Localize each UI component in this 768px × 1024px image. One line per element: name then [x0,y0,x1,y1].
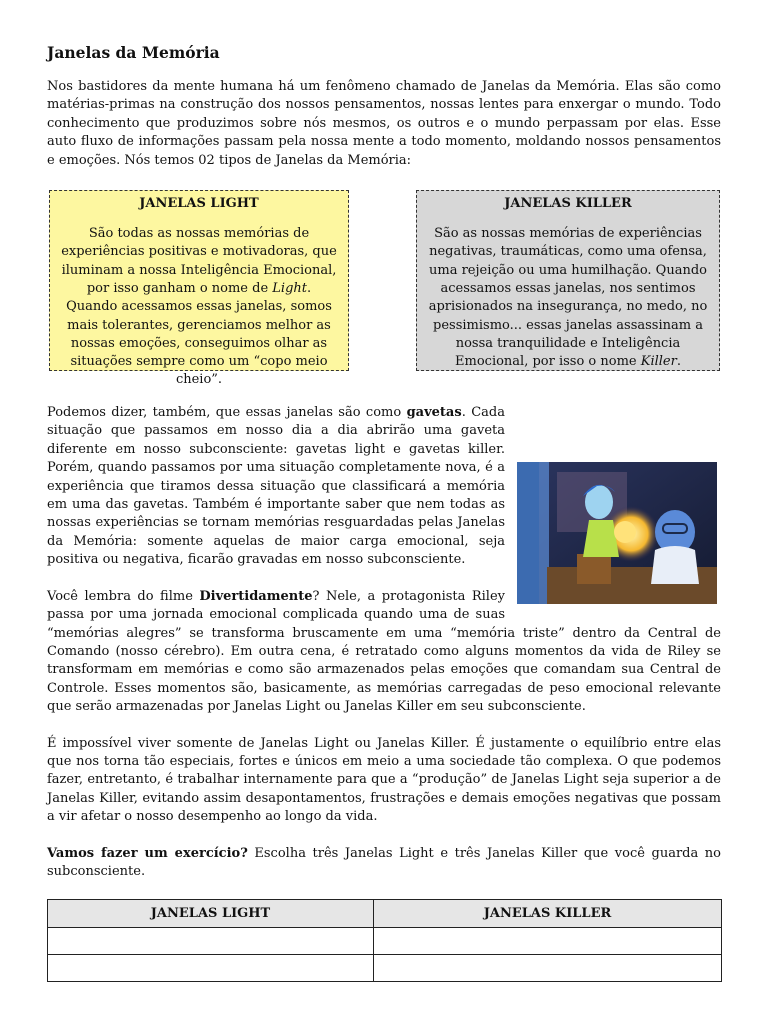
table-row [48,955,722,982]
killer-cell[interactable] [374,928,722,955]
killer-windows-box [416,190,720,371]
exercise-table [47,899,722,982]
table-header-row [48,900,722,928]
light-box-title: JANELAS LIGHT [139,196,259,212]
light-cell[interactable] [48,955,374,982]
drawers-paragraph: Podemos dizer, também, que essas janelas são como gavetas. Cada situação que passamos em nosso dia a dia abrirão uma gaveta diferente em nosso subconsciente: gavetas light e gavetas killer. Porém, quando passamos por uma situação completamente nova, é a experiência que tiramos dessa situação que classificará a memória em uma das gavetas. Também é importante saber que nem todas as nossas experiências se tornam memórias resguardadas pelas Janelas da Memória: somente aquelas de maior carga emocional, seja positiva ou negativa, ficarão gravadas em nosso subconsciente. [47,404,721,570]
light-cell[interactable] [48,928,374,955]
header-killer: JANELAS KILLER [374,900,722,928]
movie-paragraph: Você lembra do filme Divertidamente? Nele, a protagonista Riley passa por uma jornada emocional complicada quando uma de suas “memórias alegres” se transforma bruscamente em uma “memória triste” dentro da Central de Comando (nosso cérebro). Em outra cena, é retratado como alguns momentos da vida de Riley se transformam em memórias e como são armazenados pelas emoções que comandam sua Central de Controle. Esses momentos são, basicamente, as memórias carregadas de peso emocional relevante que serão armazenadas por Janelas Light ou Janelas Killer em seu subconsciente. [47,588,721,715]
document-page [47,42,721,982]
light-windows-box [49,190,349,388]
page-title: Janelas da Memória [47,43,220,62]
table-row [48,928,722,955]
killer-box-title: JANELAS KILLER [504,196,632,212]
exercise-paragraph: Vamos fazer um exercício? Escolha três Janelas Light e três Janelas Killer que você guarda no subconsciente. [47,845,721,879]
balance-paragraph: É impossível viver somente de Janelas Light ou Janelas Killer. É justamente o equilíbrio entre elas que nos torna tão especiais, fortes e únicos em meio a uma sociedade tão complexa. O que podemos fazer, entretanto, é trabalhar internamente para que a “produção” de Janelas Light seja superior a de Janelas Killer, evitando assim desapontamentos, frustrações e demais emoções negativas que possam a vir afetar o nosso desempenho ao longo da vida. [47,735,721,825]
killer-box-text: São as nossas memórias de experiências negativas, traumáticas, como uma ofensa, uma rejeição ou uma humilhação. Quando acessamos essas janelas, nos sentimos aprisionados na insegurança, no medo, no pessimismo... essas janelas assassinam a nossa tranquilidade e Inteligência Emocional, por isso o nome Killer. [428,226,708,370]
header-light: JANELAS LIGHT [48,900,374,928]
intro-paragraph: Nos bastidores da mente humana há um fenômeno chamado de Janelas da Memória. Elas são como matérias-primas na construção dos nossos pensamentos, nossas lentes para enxergar o mundo. Todo conhecimento que produzimos sobre nós mesmos, os outros e o mundo perpassam por elas. Esse auto fluxo de informações passam pela nossa mente a todo momento, moldando nossos pensamentos e emoções. Nós temos 02 tipos de Janelas da Memória: [47,79,721,168]
killer-cell[interactable] [374,955,722,982]
light-box-text: São todas as nossas memórias de experiências positivas e motivadoras, que iluminam a nossa Inteligência Emocional, por isso ganham o nome de Light. Quando acessamos essas janelas, somos mais tolerantes, gerenciamos melhor as nossas emoções, conseguimos olhar as situações sempre como um “copo meio cheio”. [61,226,337,388]
movie-still-icon [517,462,717,604]
movie-still-image [517,462,717,604]
memory-window-boxes [47,190,721,388]
